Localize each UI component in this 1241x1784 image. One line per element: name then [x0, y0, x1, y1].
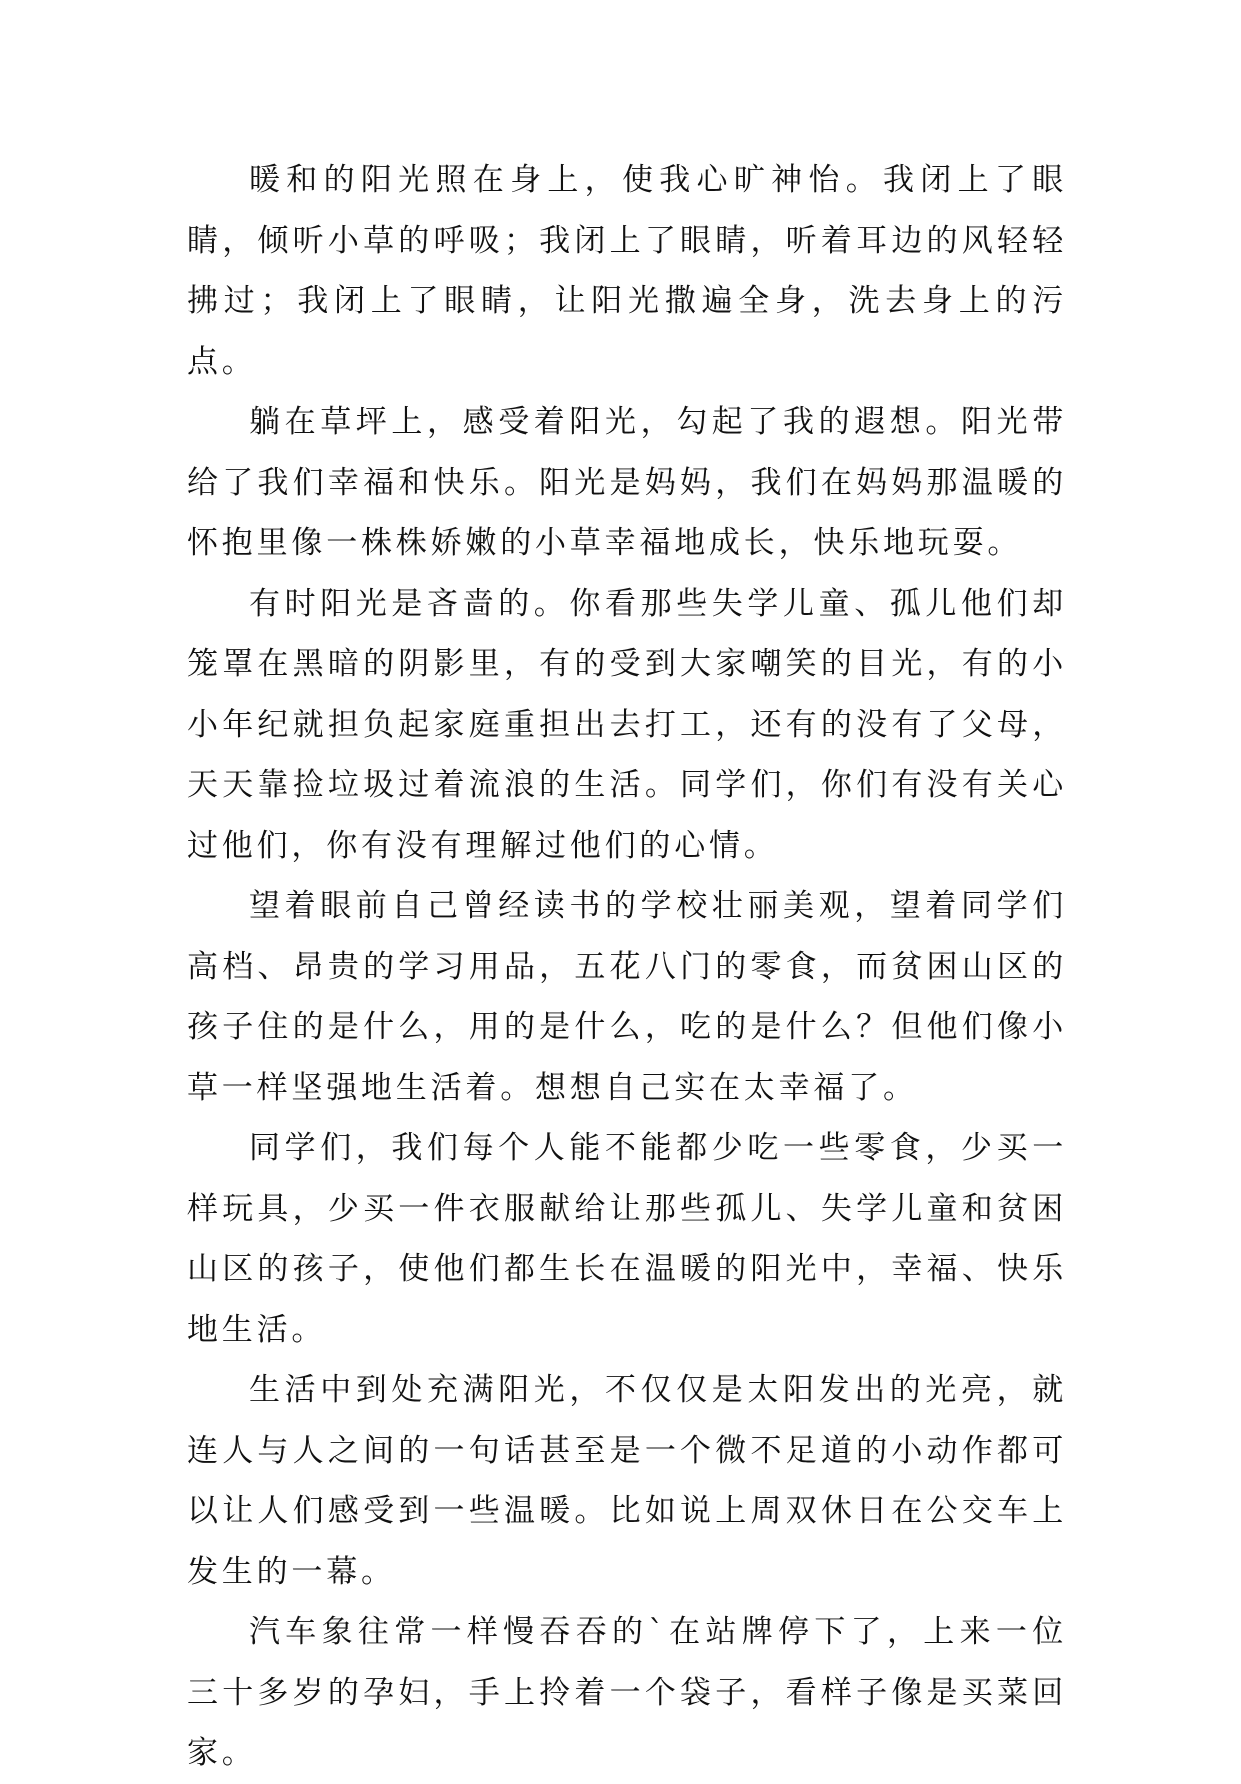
document-body — [187, 150, 1067, 1784]
paragraph-7: 汽车象往常一样慢吞吞的`在站牌停下了，上来一位三十多岁的孕妇，手上拎着一个袋子，看样子像是买菜回家。 — [187, 1614, 1067, 1771]
paragraph-6: 生活中到处充满阳光，不仅仅是太阳发出的光亮，就连人与人之间的一句话甚至是一个微不足道的小动作都可以让人们感受到一些温暖。比如说上周双休日在公交车上发生的一幕。 — [187, 1372, 1067, 1590]
paragraph-2: 躺在草坪上，感受着阳光，勾起了我的遐想。阳光带给了我们幸福和快乐。阳光是妈妈，我们在妈妈那温暖的怀抱里像一株株娇嫩的小草幸福地成长，快乐地玩耍。 — [187, 404, 1067, 561]
paragraph-4: 望着眼前自己曾经读书的学校壮丽美观，望着同学们高档、昂贵的学习用品，五花八门的零食，而贫困山区的孩子住的是什么，用的是什么，吃的是什么？但他们像小草一样坚强地生活着。想想自己实在太幸福了。 — [187, 888, 1067, 1106]
paragraph-3: 有时阳光是吝啬的。你看那些失学儿童、孤儿他们却笼罩在黑暗的阴影里，有的受到大家嘲笑的目光，有的小小年纪就担负起家庭重担出去打工，还有的没有了父母，天天靠捡垃圾过着流浪的生活。同学们，你们有没有关心过他们，你有没有理解过他们的心情。 — [187, 585, 1067, 864]
paragraph-5: 同学们，我们每个人能不能都少吃一些零食，少买一样玩具，少买一件衣服献给让那些孤儿、失学儿童和贫困山区的孩子，使他们都生长在温暖的阳光中，幸福、快乐地生活。 — [187, 1130, 1067, 1348]
paragraph-1: 暖和的阳光照在身上，使我心旷神怡。我闭上了眼睛，倾听小草的呼吸；我闭上了眼睛，听着耳边的风轻轻拂过；我闭上了眼睛，让阳光撒遍全身，洗去身上的污点。 — [187, 162, 1067, 380]
